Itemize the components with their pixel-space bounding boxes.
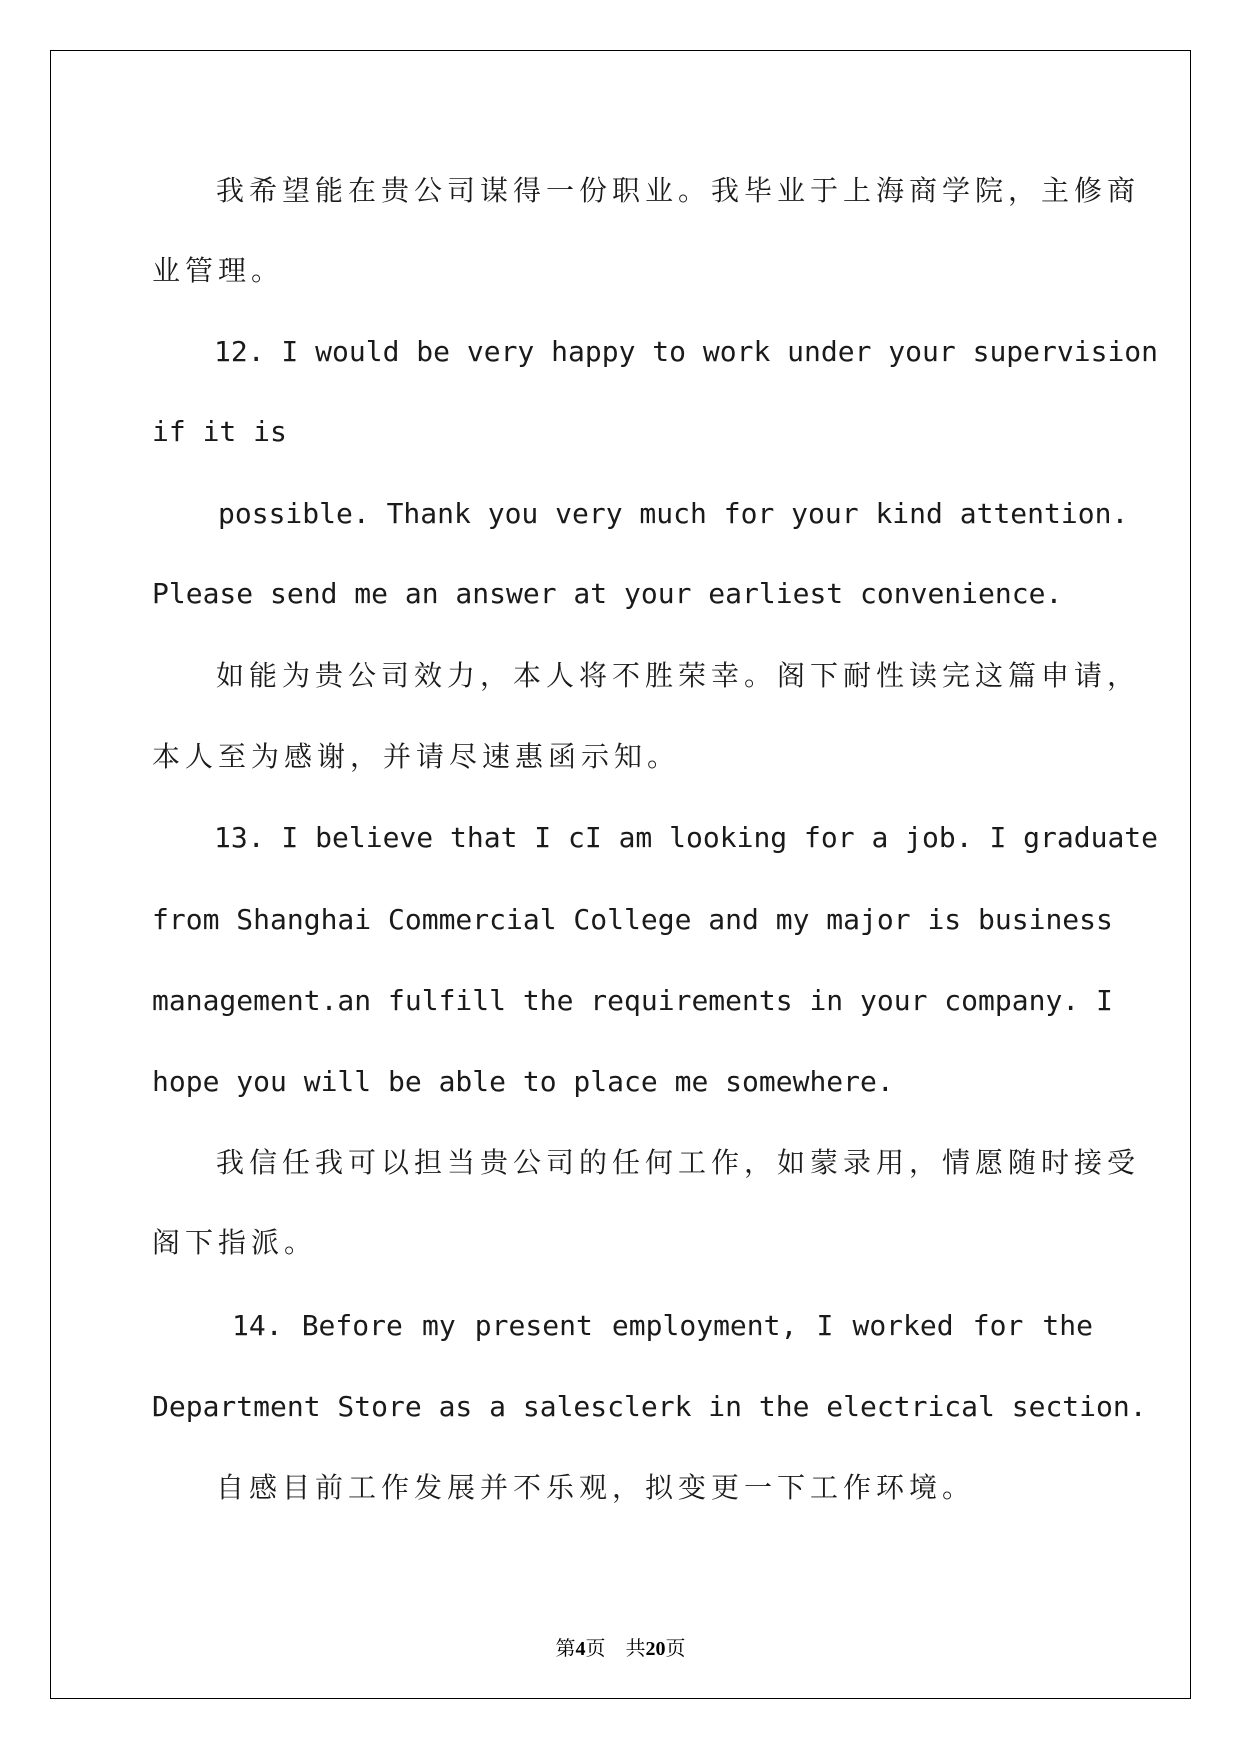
paragraph-line: 14. Before my present employment, I worked for the	[232, 1309, 1093, 1342]
paragraph-line: Department Store as a salesclerk in the electrical section.	[152, 1390, 1147, 1423]
paragraph-line: if it is	[152, 415, 287, 448]
paragraph-line: 阁下指派。	[152, 1226, 318, 1259]
footer-suffix: 页	[665, 1638, 686, 1660]
paragraph-line: 如能为贵公司效力，本人将不胜荣幸。阁下耐性读完这篇申请，	[216, 659, 1141, 692]
paragraph-line: from Shanghai Commercial College and my major is business	[152, 903, 1113, 936]
page-footer	[0, 1632, 1241, 1661]
footer-middle: 页 共	[585, 1638, 646, 1660]
paragraph-line: 我希望能在贵公司谋得一份职业。我毕业于上海商学院，主修商	[216, 174, 1141, 207]
current-page-number: 4	[575, 1638, 586, 1660]
paragraph-line: Please send me an answer at your earliest convenience.	[152, 577, 1063, 610]
paragraph-line: management.an fulfill the requirements in your company. I	[152, 984, 1113, 1017]
paragraph-line: 本人至为感谢，并请尽速惠函示知。	[152, 740, 681, 773]
paragraph-line: 13. I believe that I cI am looking for a job. I graduate	[214, 821, 1159, 854]
total-page-count: 20	[645, 1638, 666, 1660]
paragraph-line: hope you will be able to place me somewhere.	[152, 1065, 894, 1098]
page-border	[50, 50, 1191, 1699]
paragraph-line: 我信任我可以担当贵公司的任何工作，如蒙录用，情愿随时接受	[216, 1146, 1141, 1179]
footer-prefix: 第	[555, 1638, 576, 1660]
paragraph-line: possible. Thank you very much for your kind attention.	[218, 497, 1129, 530]
paragraph-line: 业管理。	[152, 254, 285, 287]
paragraph-line: 自感目前工作发展并不乐观，拟变更一下工作环境。	[216, 1471, 976, 1504]
paragraph-line: 12. I would be very happy to work under your supervision	[214, 335, 1159, 368]
